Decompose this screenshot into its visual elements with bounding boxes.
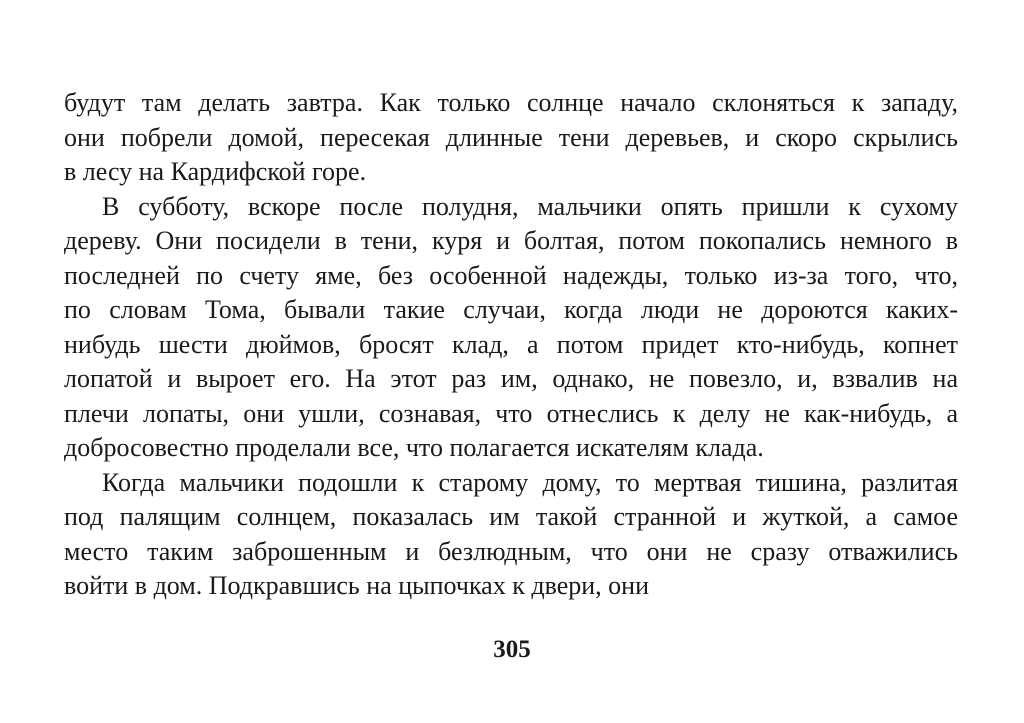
text-line: в лесу на Кардифской горе. (64, 157, 367, 186)
page-number: 305 (493, 636, 531, 663)
paragraph-3 (64, 466, 958, 604)
text-line: будут там делать завтра. Как только солнце начало склоняться к западу, (64, 88, 958, 117)
text-line: место таким заброшенным и безлюдным, что они не сразу отважились (64, 536, 958, 566)
text-line: лопатой и выроет его. На этот раз им, однако, не повезло, и, взвалив на (64, 364, 958, 393)
text-line: добросовестно проделали все, что полагается искателям клада. (64, 433, 764, 462)
text-line: В субботу, вскоре после полудня, мальчики опять пришли к сухому (102, 191, 958, 221)
page-body (64, 86, 958, 604)
text-line: Когда мальчики подошли к старому дому, то мертвая тишина, разлитая (102, 467, 958, 497)
text-line: плечи лопаты, они ушли, сознавая, что отнеслись к делу не как-нибудь, а (64, 398, 958, 428)
text-line: под палящим солнцем, показалась им такой странной и жуткой, а самое (64, 502, 958, 531)
paragraph-1 (64, 86, 958, 190)
text-line: они побрели домой, пересекая длинные тени деревьев, и скоро скрылись (64, 122, 958, 152)
text-line: нибудь шести дюймов, бросят клад, а потом придет кто-нибудь, копнет (64, 329, 958, 359)
text-line: дереву. Они посидели в тени, куря и болтая, потом покопались немного в (64, 226, 958, 255)
text-line: по словам Тома, бывали такие случаи, когда люди не дороются каких- (64, 295, 958, 324)
text-line: войти в дом. Подкравшись на цыпочках к двери, они (64, 571, 649, 600)
text-line: последней по счету яме, без особенной надежды, только из-за того, что, (64, 260, 958, 290)
paragraph-2 (64, 190, 958, 466)
